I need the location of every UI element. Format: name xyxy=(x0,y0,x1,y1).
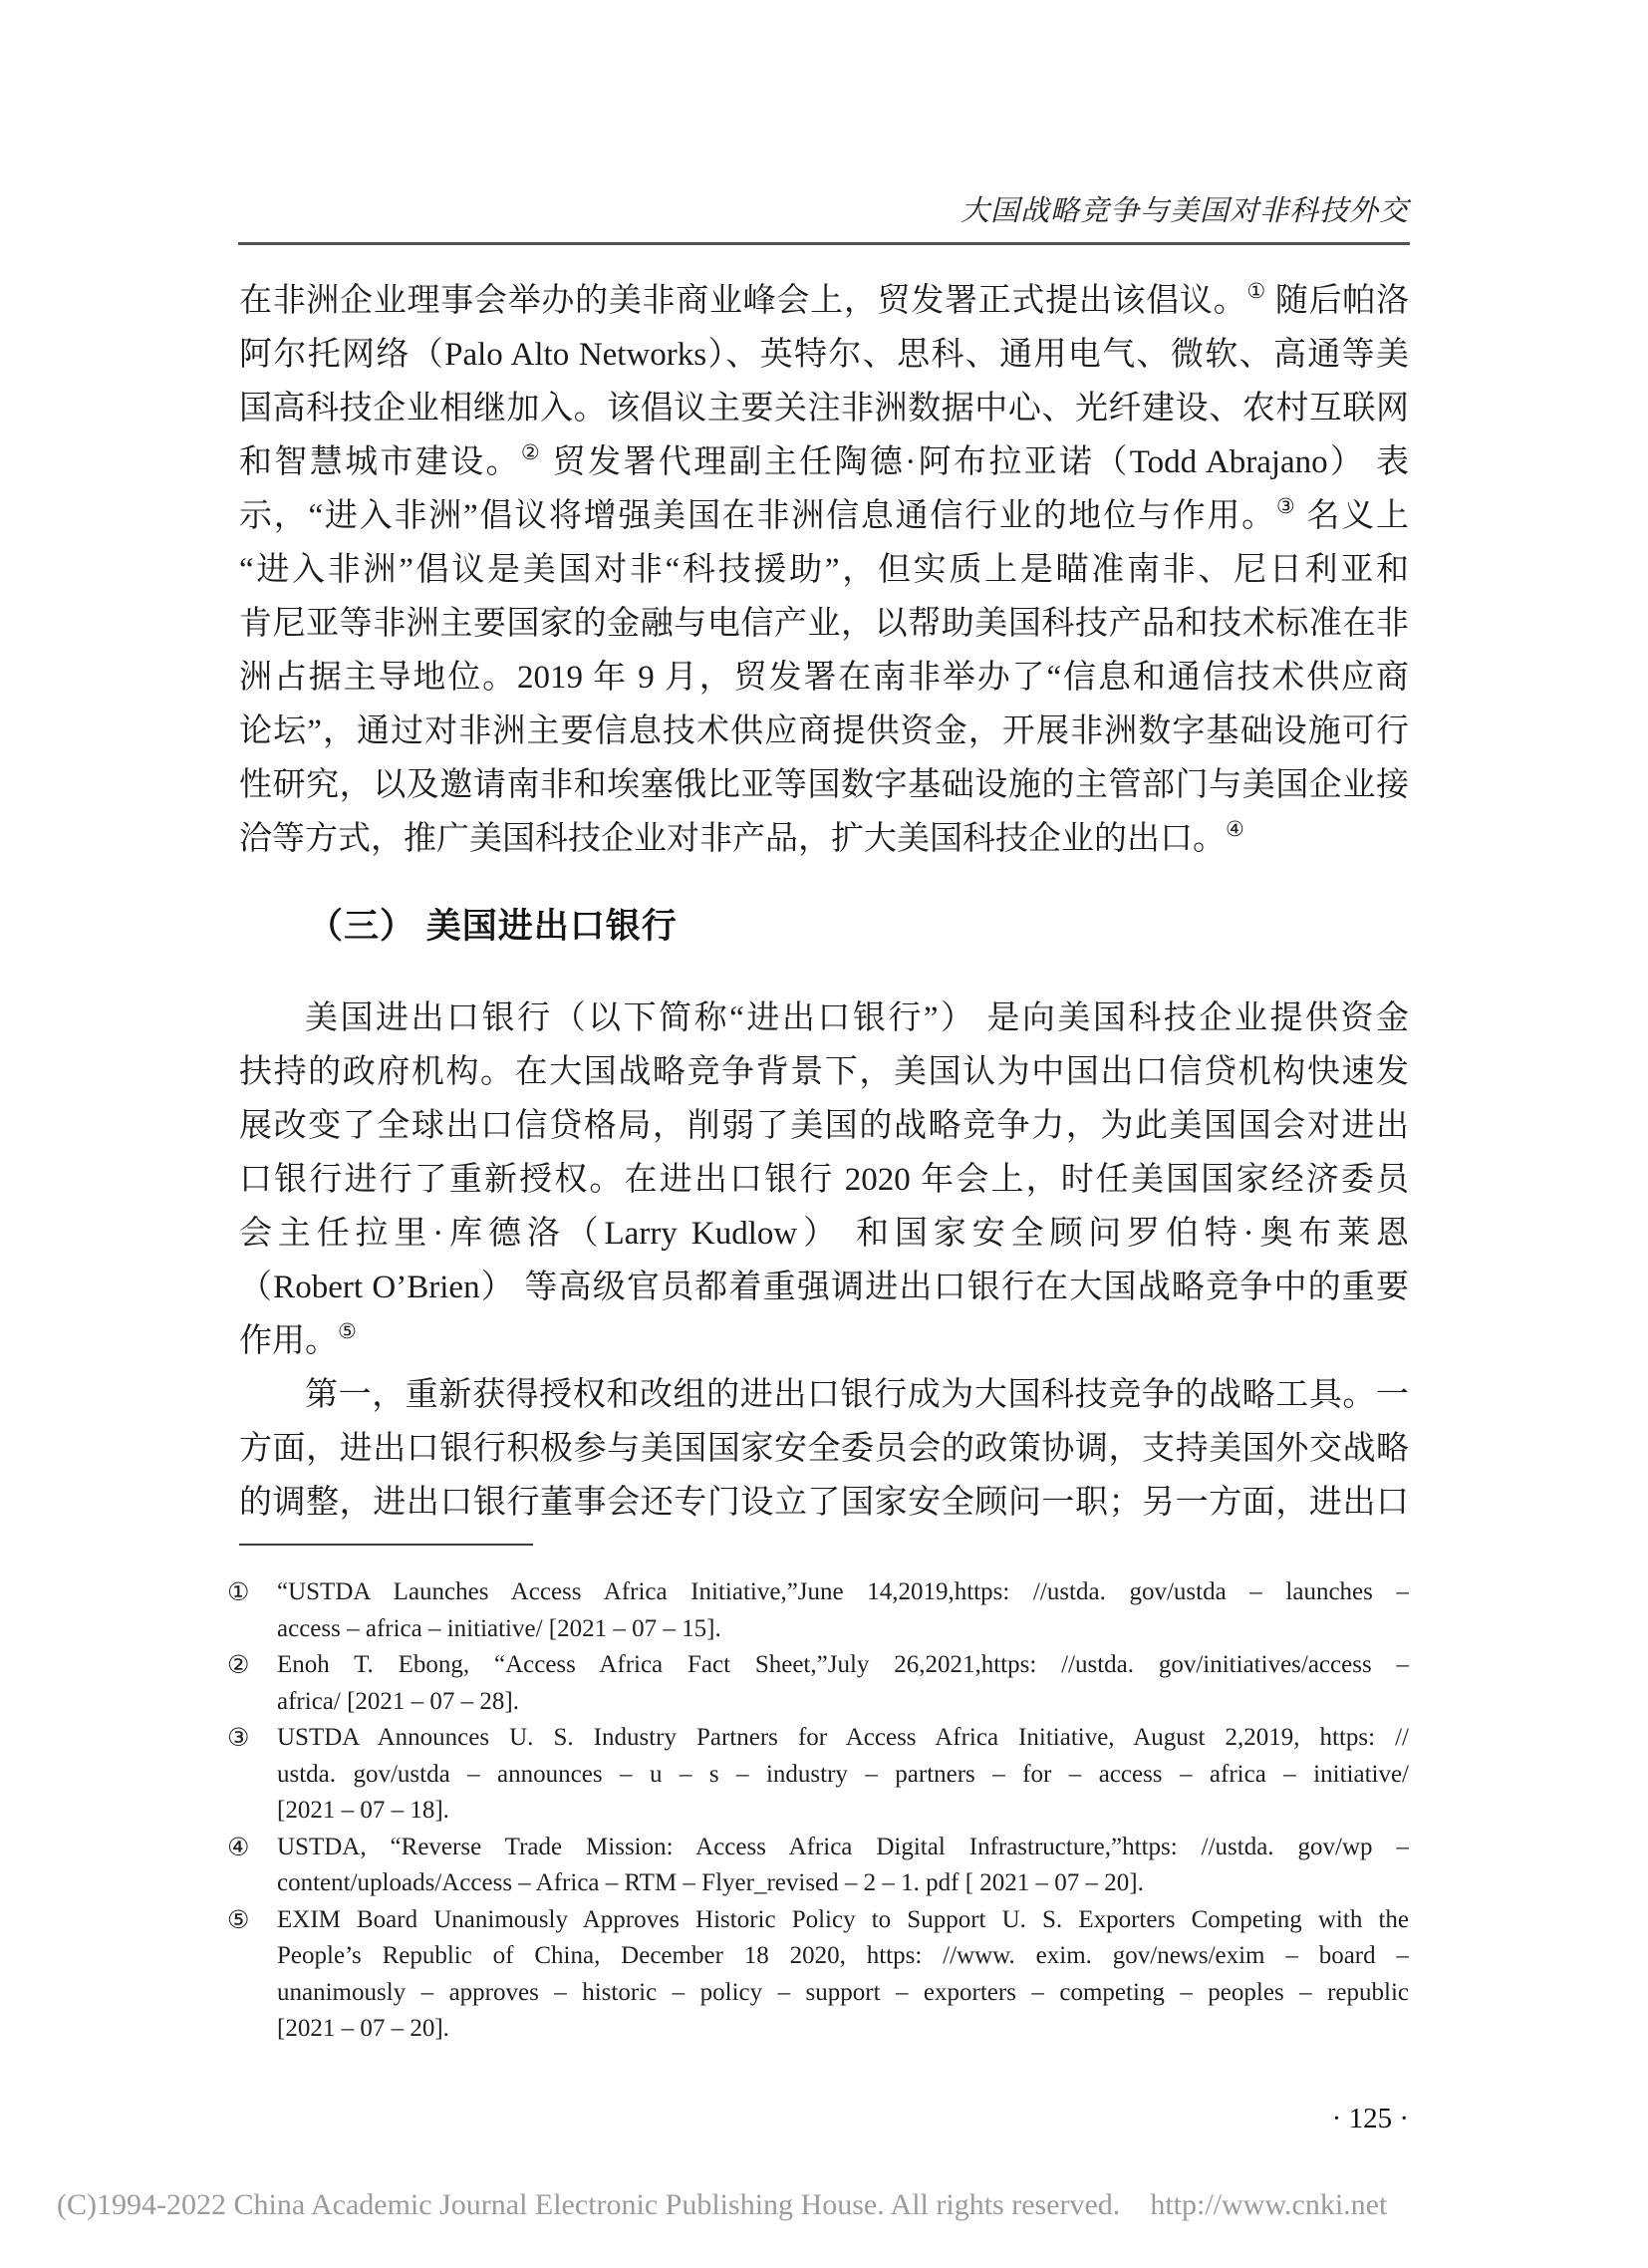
text-line: 论坛”，通过对非洲主要信息技术供应商提供资金，开展非洲数字基础设施可行 xyxy=(239,713,1409,749)
page-number: · 125 · xyxy=(1331,2103,1409,2134)
footnote-line: access – africa – initiative/ [2021 – 07 – 15]. xyxy=(277,1614,721,1642)
footnote-item xyxy=(227,1830,1409,1902)
header-rule xyxy=(238,242,1410,245)
footnote-marker: ④ xyxy=(227,1832,250,1861)
copyright-footer xyxy=(57,2188,1387,2222)
text-line: 国高科技企业相继加入。该倡议主要关注非洲数据中心、光纤建设、农村互联网 xyxy=(239,391,1409,426)
section-heading: （三） 美国进出口银行 xyxy=(308,907,678,946)
footnote-ref: ⑤ xyxy=(338,1319,357,1343)
footnote-ref: ② xyxy=(520,440,543,464)
footnote-marker: ⑤ xyxy=(227,1904,250,1934)
footnotes-section xyxy=(227,1574,1409,2048)
text-line: 会主任拉里·库德洛（Larry Kudlow） 和国家安全顾问罗伯特·奥布莱恩 xyxy=(239,1216,1409,1252)
footnote-marker: ② xyxy=(227,1650,250,1679)
text-line: 和智慧城市建设。② 贸发署代理副主任陶德·阿布拉亚诺（Todd Abrajano） 表 xyxy=(239,440,1409,480)
footnote-line: content/uploads/Access – Africa – RTM – Flyer_revised – 2 – 1. pdf [ 2021 – 07 – 20]. xyxy=(277,1869,1144,1896)
footnote-marker: ① xyxy=(227,1577,250,1606)
text-line: 示，“进入非洲”倡议将增强美国在非洲信息通信行业的地位与作用。③ 名义上 xyxy=(239,494,1409,534)
cnki-url: http://www.cnki.net xyxy=(1150,2188,1388,2221)
footnote-line: ustda. gov/ustda – announces – u – s – industry – partners – for – access – africa – initiative/ xyxy=(277,1760,1409,1788)
footnote-item xyxy=(227,1720,1409,1830)
text-line: 洽等方式，推广美国科技企业对非产品，扩大美国科技企业的出口。④ xyxy=(239,817,1244,857)
footnote-item xyxy=(227,1574,1409,1647)
body-paragraph-2 xyxy=(239,992,1409,1368)
text-line: （Robert O’Brien） 等高级官员都着重强调进出口银行在大国战略竞争中的重要 xyxy=(239,1270,1409,1305)
text-line: 洲占据主导地位。2019 年 9 月，贸发署在南非举办了“信息和通信技术供应商 xyxy=(239,660,1409,696)
text-line: 阿尔托网络（Palo Alto Networks）、英特尔、思科、通用电气、微软、高通等美 xyxy=(239,337,1409,373)
footnote-line: unanimously – approves – historic – policy – support – exporters – competing – peoples – republic xyxy=(277,1978,1409,2006)
text-line: 在非洲企业理事会举办的美非商业峰会上，贸发署正式提出该倡议。① 随后帕洛 xyxy=(239,279,1409,319)
footnote-line: Enoh T. Ebong, “Access Africa Fact Sheet,”July 26,2021,https: //ustda. gov/initiatives/access – xyxy=(277,1651,1409,1678)
text-line: 第一，重新获得授权和改组的进出口银行成为大国科技竞争的战略工具。一 xyxy=(305,1377,1409,1413)
text-line: “进入非洲”倡议是美国对非“科技援助”，但实质上是瞄准南非、尼日利亚和 xyxy=(239,552,1409,588)
footnote-separator xyxy=(239,1544,533,1546)
footnote-ref: ④ xyxy=(1226,817,1244,841)
footnote-line: africa/ [2021 – 07 – 28]. xyxy=(277,1687,519,1715)
footnote-line: [2021 – 07 – 18]. xyxy=(277,1797,449,1824)
footnote-line: EXIM Board Unanimously Approves Historic Policy to Support U. S. Exporters Competing with the xyxy=(277,1905,1409,1933)
text-line: 肯尼亚等非洲主要国家的金融与电信产业，以帮助美国科技产品和技术标准在非 xyxy=(239,606,1409,642)
text-line: 口银行进行了重新授权。在进出口银行 2020 年会上，时任美国国家经济委员 xyxy=(239,1162,1409,1198)
footnote-ref: ① xyxy=(1246,279,1266,303)
text-line: 美国进出口银行（以下简称“进出口银行”） 是向美国科技企业提供资金 xyxy=(305,1000,1409,1036)
footnote-line: “USTDA Launches Access Africa Initiative,”June 14,2019,https: //ustda. gov/ustda – launches – xyxy=(277,1578,1409,1605)
footnote-line: USTDA Announces U. S. Industry Partners for Access Africa Initiative, August 2,2019, https: // xyxy=(277,1724,1409,1751)
footnote-ref: ③ xyxy=(1275,494,1297,518)
text-line: 作用。⑤ xyxy=(239,1319,357,1359)
text-line: 展改变了全球出口信贷格局，削弱了美国的战略竞争力，为此美国国会对进出 xyxy=(239,1108,1409,1144)
footnote-marker: ③ xyxy=(227,1723,250,1752)
text-line: 的调整，进出口银行董事会还专门设立了国家安全顾问一职；另一方面，进出口 xyxy=(239,1485,1409,1521)
footnote-item xyxy=(227,1902,1409,2048)
text-line: 性研究，以及邀请南非和埃塞俄比亚等国数字基础设施的主管部门与美国企业接 xyxy=(239,767,1409,803)
footnote-item xyxy=(227,1647,1409,1720)
footnote-line: USTDA, “Reverse Trade Mission: Access Africa Digital Infrastructure,”https: //ustda. gov/wp – xyxy=(277,1833,1409,1860)
running-header-title: 大国战略竞争与美国对非科技外交 xyxy=(960,195,1409,227)
footnote-line: People’s Republic of China, December 18 2020, https: //www. exim. gov/news/exim – board – xyxy=(277,1942,1409,1969)
footnote-line: [2021 – 07 – 20]. xyxy=(277,2015,449,2042)
body-paragraph-1 xyxy=(239,274,1409,866)
text-line: 方面，进出口银行积极参与美国国家安全委员会的政策协调，支持美国外交战略 xyxy=(239,1431,1409,1467)
copyright-text: (C)1994-2022 China Academic Journal Electronic Publishing House. All rights reserved. xyxy=(57,2188,1121,2221)
body-paragraph-3 xyxy=(239,1368,1409,1530)
text-line: 扶持的政府机构。在大国战略竞争背景下，美国认为中国出口信贷机构快速发 xyxy=(239,1054,1409,1090)
